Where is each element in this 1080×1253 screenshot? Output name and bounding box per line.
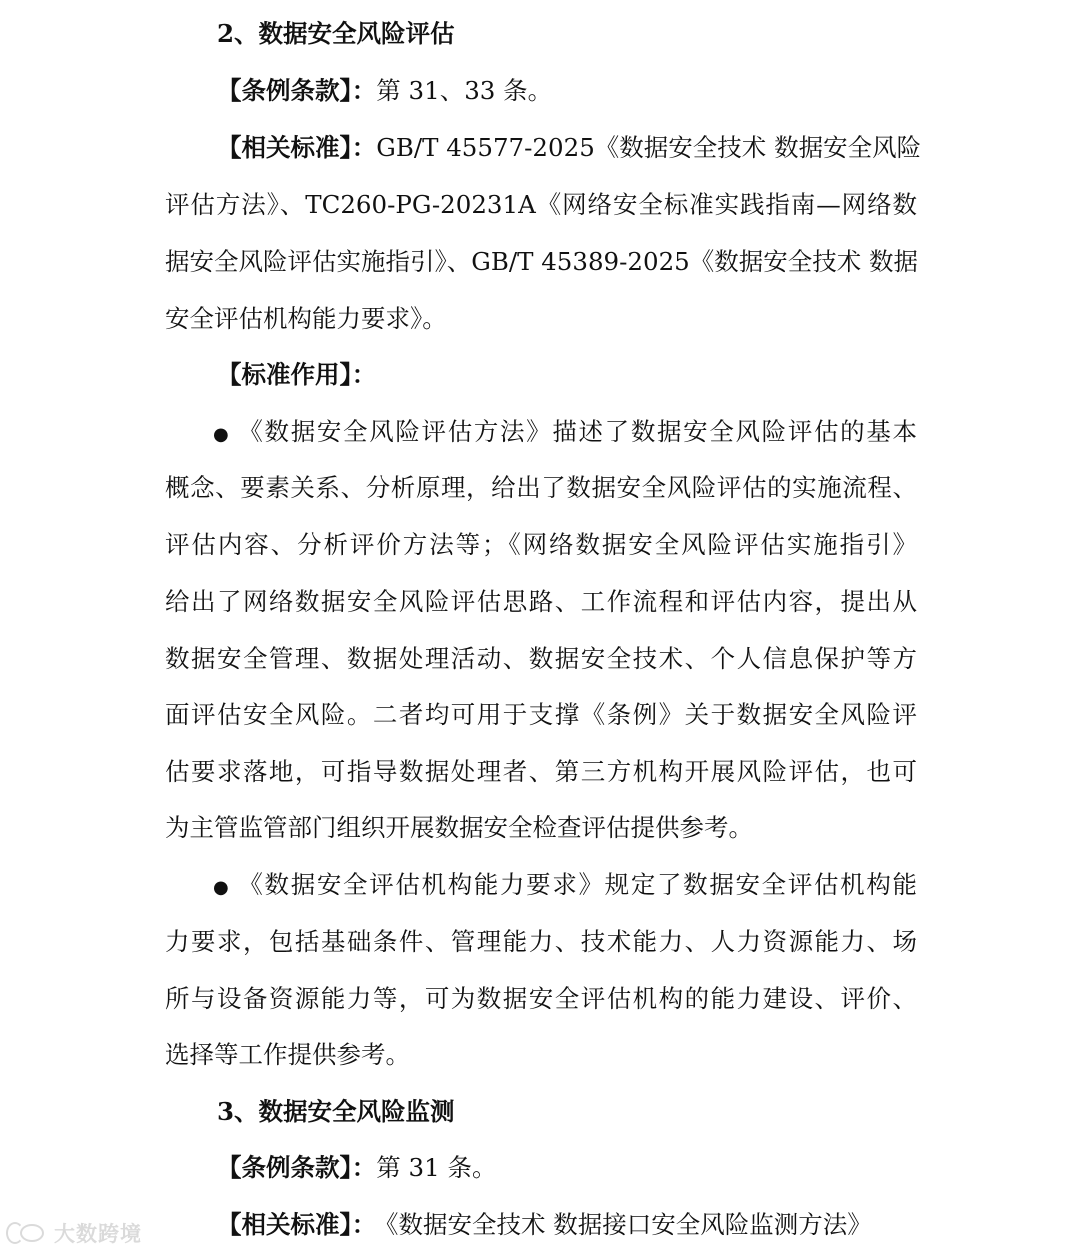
watermark [6, 1218, 142, 1248]
bullet-2-line-1 [213, 869, 917, 901]
section-2-standards-line-1 [217, 132, 922, 164]
standards-text: 《数据安全技术 数据接口安全风险监测方法》 [386, 1210, 872, 1239]
standards-text: GB/T 45577-2025《数据安全技术 数据安全风险 [376, 133, 922, 162]
standards-label: 【相关标准】： [217, 133, 377, 162]
watermark-text: 大数跨境 [54, 1222, 142, 1246]
bullet-2-line-4: 选择等工作提供参考。 [165, 1040, 410, 1069]
bullet-1-line-7: 估要求落地，可指导数据处理者、第三方机构开展风险评估，也可 [165, 757, 917, 786]
bullet-2-line-2: 力要求，包括基础条件、管理能力、技术能力、人力资源能力、场 [165, 927, 917, 956]
section-2-standards-line-3: 据安全风险评估实施指引》、GB/T 45389-2025《数据安全技术 数据 [165, 247, 919, 276]
bullet-mark: ● [213, 424, 231, 445]
section-3-clause [217, 1152, 497, 1184]
clause-value: 第 31、33 条。 [376, 76, 553, 105]
clause-value: 第 31 条。 [376, 1153, 497, 1182]
bullet-1-text: 《数据安全风险评估方法》描述了数据安全风险评估的基本 [238, 417, 917, 446]
section-2-standards-line-4: 安全评估机构能力要求》。 [165, 304, 447, 333]
bullet-1-line-8: 为主管监管部门组织开展数据安全检查评估提供参考。 [165, 813, 753, 842]
bullet-1-line-1 [213, 416, 917, 448]
bullet-2-line-3: 所与设备资源能力等，可为数据安全评估机构的能力建设、评价、 [165, 984, 917, 1013]
wechat-logo-icon [6, 1220, 46, 1246]
section-2-standards-line-2: 评估方法》、TC260-PG-20231A《网络安全标准实践指南—网络数 [165, 190, 917, 219]
section-3-heading: 3、数据安全风险监测 [217, 1097, 455, 1126]
bullet-1-line-2: 概念、要素关系、分析原理，给出了数据安全风险评估的实施流程、 [165, 473, 917, 502]
bullet-1-line-3: 评估内容、分析评价方法等；《网络数据安全风险评估实施指引》 [165, 530, 917, 559]
section-3-standards-line-1 [217, 1209, 872, 1241]
bullet-2-text: 《数据安全评估机构能力要求》规定了数据安全评估机构能 [238, 870, 917, 899]
bullet-1-line-6: 面评估安全风险。二者均可用于支撑《条例》关于数据安全风险评 [165, 700, 917, 729]
clause-label: 【条例条款】： [217, 1153, 377, 1182]
bullet-1-line-5: 数据安全管理、数据处理活动、数据安全技术、个人信息保护等方 [165, 644, 917, 673]
section-2-clause [217, 75, 552, 107]
bullet-1-line-4: 给出了网络数据安全风险评估思路、工作流程和评估内容，提出从 [165, 587, 917, 616]
clause-label: 【条例条款】： [217, 76, 377, 105]
bullet-mark: ● [213, 877, 231, 898]
standards-label: 【相关标准】： [217, 1210, 377, 1239]
section-2-heading: 2、数据安全风险评估 [217, 19, 455, 48]
section-2-role-label: 【标准作用】： [217, 360, 377, 389]
